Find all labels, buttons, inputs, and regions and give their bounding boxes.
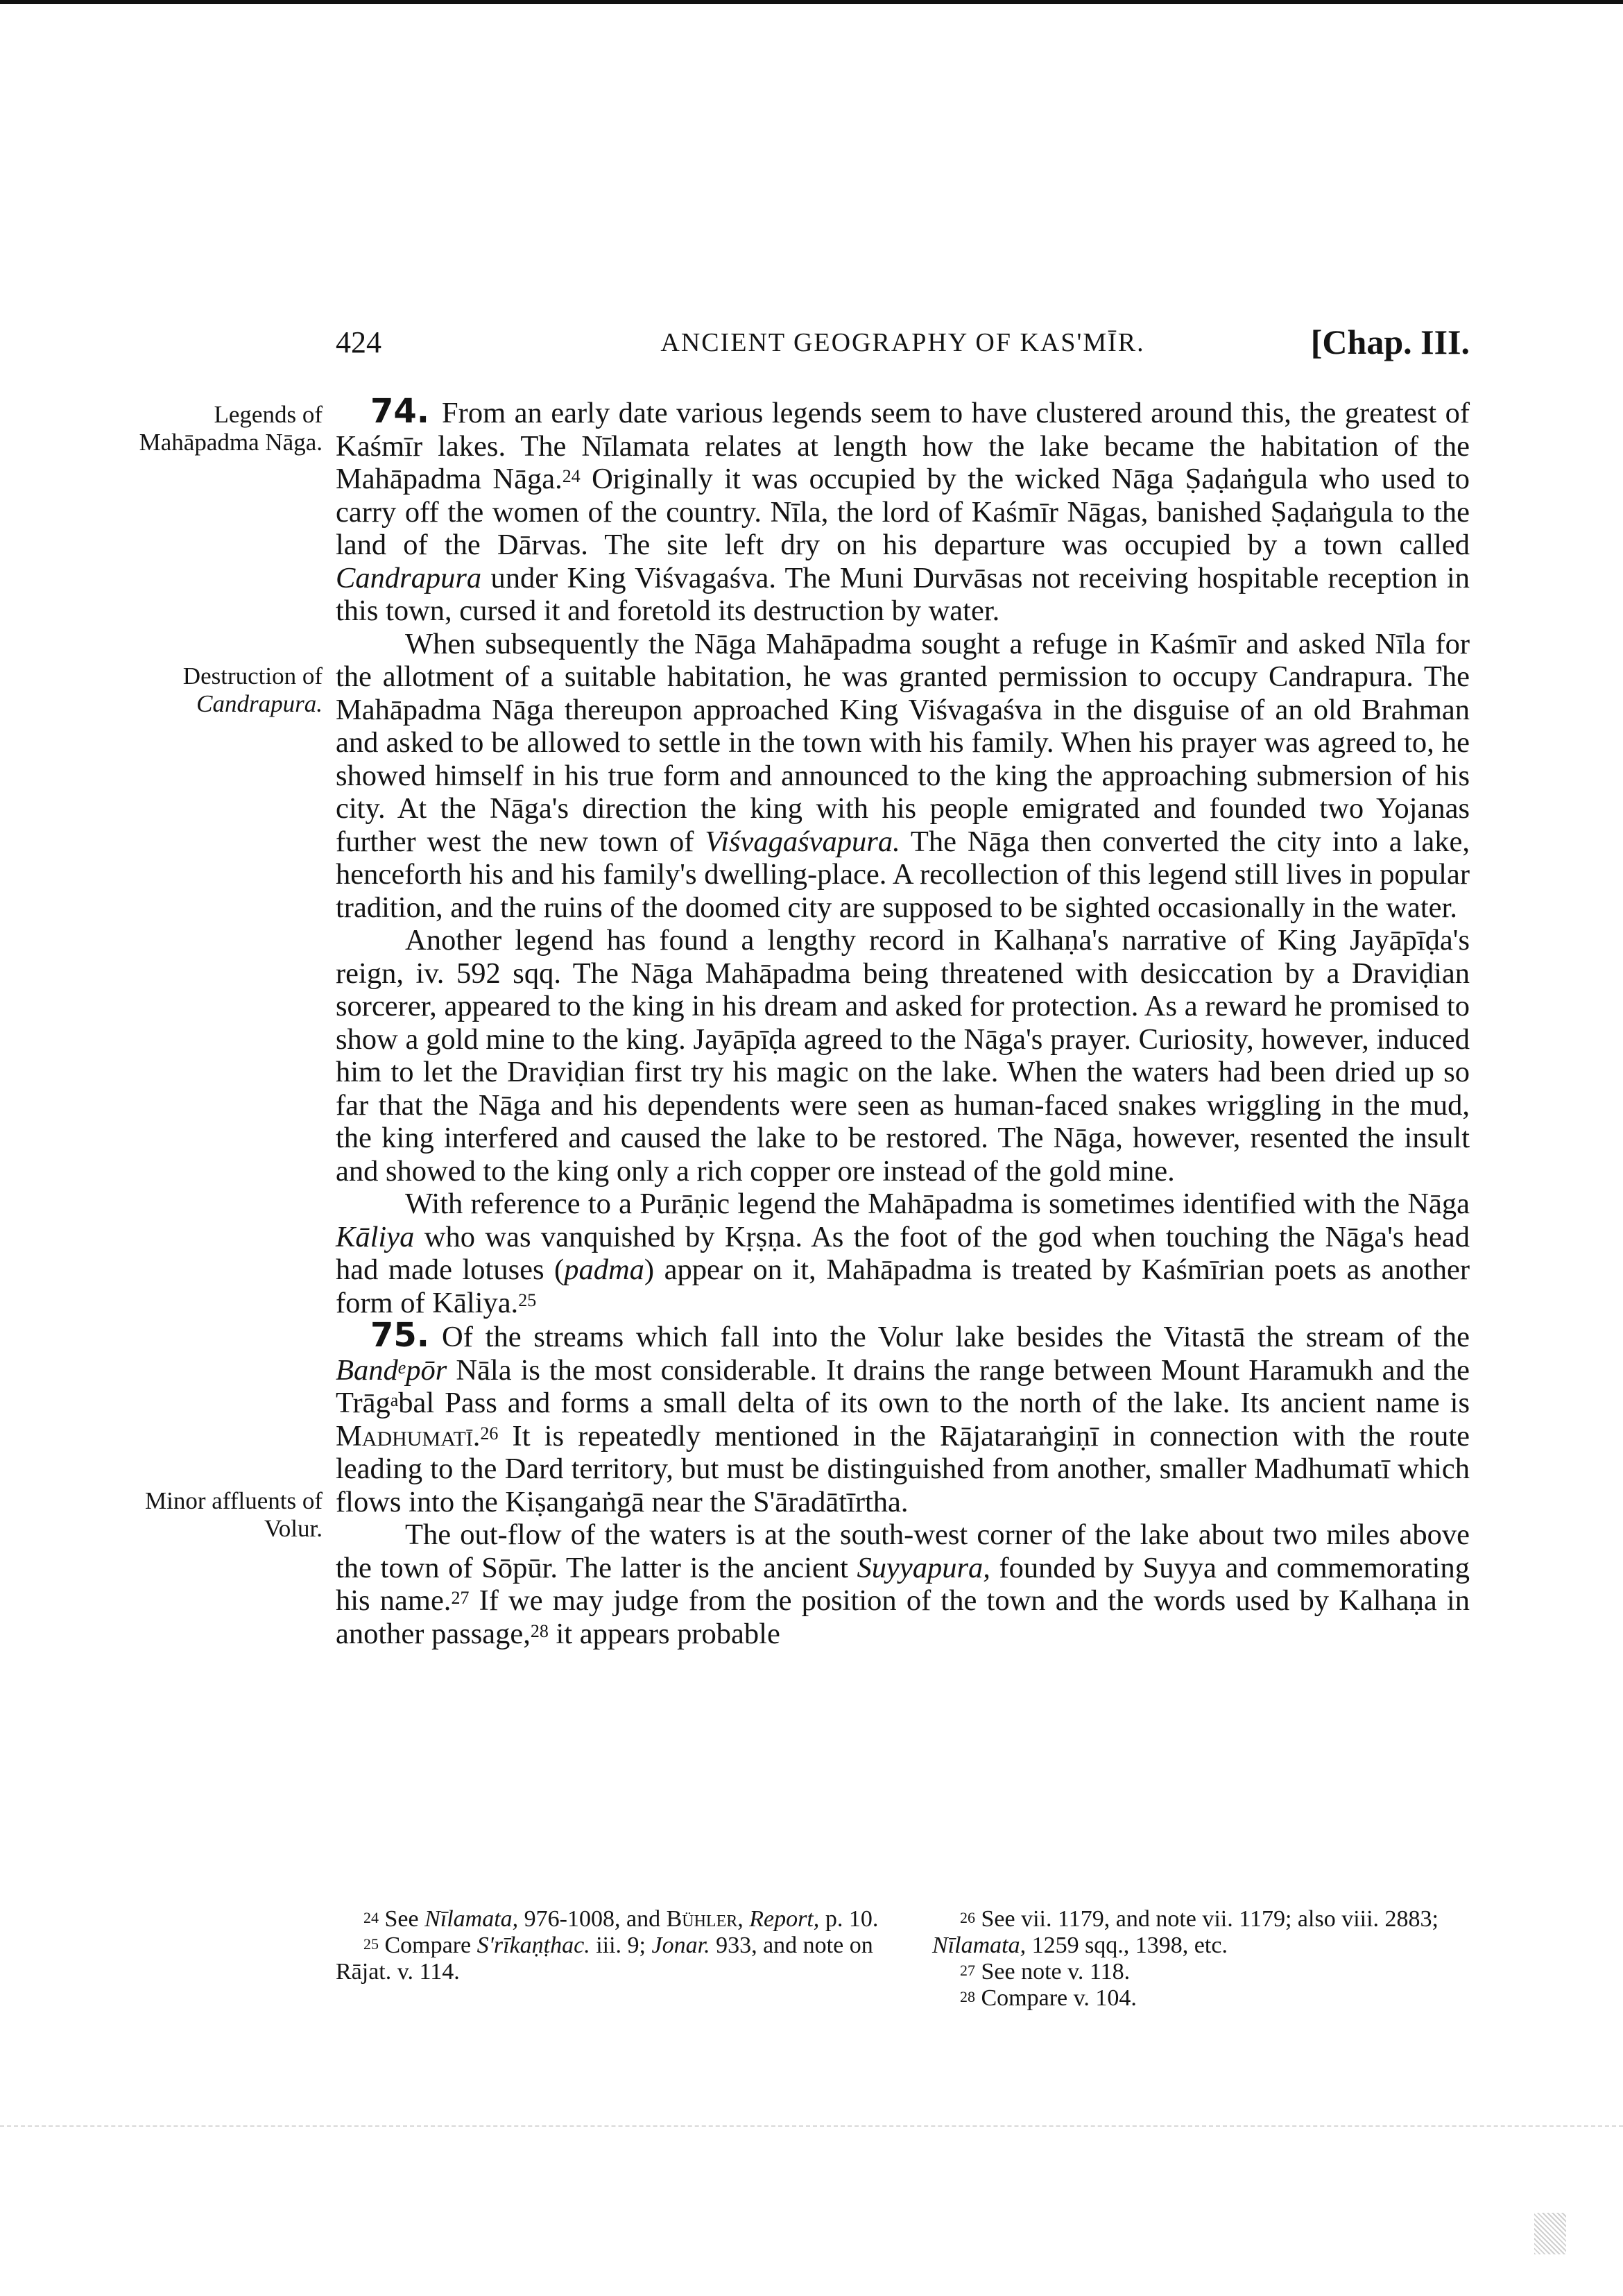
italic-term: pōr (406, 1353, 447, 1387)
footnote-column-left (336, 1906, 891, 1985)
italic-term: Viśvagaśvapura. (705, 825, 900, 858)
italic-term: S'rīkaṇṭhac. (476, 1933, 590, 1958)
scan-edge-rule (0, 2125, 1623, 2127)
text-run: Another legend has found a lengthy record in Kalhaṇa's narrative of King Jayāpīḍa's reign, iv. 592 sqq. The Nāga Mahāpadma being threatened with desiccation by a Draviḍian sorcerer, appeared to the king in his dream and asked for protection. As a reward he promised to show a gold mine to the king. Jayāpīḍa agreed to the Nāga's prayer. Curiosity, however, induced him to let the Draviḍian first try his magic on the lake. When the waters had been dried up so far that the Nāga and his dependents were seen as human-faced snakes wriggling in the mud, the king interfered and caused the lake to be restored. The Nāga, however, resented the insult and showed to the king only a rich copper ore instead of the gold mine. (336, 924, 1470, 1188)
text-run: under King Viśvagaśva. The Muni Durvāsas not receiving hospitable reception in this town, cursed it and foretold its destruction by water. (336, 561, 1470, 627)
italic-term: Kāliya (336, 1220, 415, 1253)
margin-note-line: Volur. (264, 1515, 323, 1542)
footnote-number: 24 (363, 1909, 379, 1926)
footnote-ref: 24 (562, 466, 581, 486)
footnote-ref: 27 (451, 1588, 470, 1608)
text-run: When subsequently the Nāga Mahāpadma sought a refuge in Kaśmīr and asked Nīla for the allotment of a suitable habitation, he was granted permission to occupy Candrapura. The Mahāpadma Nāga thereupon approached King Viśvagaśva in the disguise of an old Brahman and asked to be allowed to settle in the town with his family. When his prayer was agreed to, he showed himself in his true form and announced to the king the approaching submersion of his city. At the Nāga's direction the king with his people emigrated and founded two Yojanas further west the new town of (336, 627, 1470, 858)
text-run: 933, and note on Rājat. v. 114. (336, 1933, 873, 1985)
top-edge-rule (0, 0, 1623, 4)
text-run: The Nāga then converted the city into a lake, henceforth his and his family's dwelling-place. A recollection of this legend still lives in popular tradition, and the ruins of the doomed city are supposed to be sighted occasionally in the water. (336, 825, 1470, 924)
text-run: The out-flow of the waters is at the south-west corner of the lake about two miles above the town of Sōpūr. The latter is the ancient (336, 1518, 1470, 1584)
section-number: 75. (370, 1316, 430, 1355)
text-run: From an early date various legends seem to have clustered around this, the greatest of Kaśmīr lakes. The Nīlamata relates at length how the lake became the habitation of the Mahāpadma Nāga. (336, 397, 1470, 495)
text-run: iii. 9; (590, 1933, 652, 1958)
text-run: 976-1008, and (518, 1906, 667, 1932)
text-run: bal Pass and forms a small delta of its own to the north of the lake. Its ancient name is (398, 1387, 1470, 1419)
footnote-25 (336, 1933, 891, 1985)
paragraph (336, 1316, 1470, 1518)
text-run: It is repeatedly mentioned in the Rājataraṅgiṇī in connection with the route leading to the Dard territory, but must be distinguished from another, smaller Madhumatī which flows into the Kiṣangaṅgā near the S'āradātīrtha. (336, 1419, 1470, 1518)
text-run: Compare v. 104. (981, 1985, 1137, 2011)
text-run: it appears probable (548, 1617, 780, 1650)
italic-term: Jonar. (651, 1933, 710, 1958)
text-run: See note v. 118. (981, 1959, 1131, 1985)
running-header (336, 325, 1470, 366)
footnote-27 (932, 1959, 1473, 1985)
scan-speck (1534, 2213, 1566, 2254)
superscript-letter: a (390, 1390, 399, 1410)
italic-term: Report, (749, 1906, 820, 1932)
footnote-28 (932, 1985, 1473, 2012)
text-run: Nāla is the most considerable. It drains the range between Mount Haramukh and the Trāg (336, 1353, 1470, 1419)
footnote-column-right (932, 1906, 1473, 2012)
margin-note-line: Mahāpadma Nāga. (139, 429, 323, 456)
text-run: With reference to a Purāṇic legend the Mahāpadma is sometimes identified with the Nāga (405, 1188, 1470, 1220)
paragraph (336, 392, 1470, 628)
main-text (336, 392, 1470, 1650)
text-run: See (384, 1906, 425, 1932)
small-caps-term: Bühler, (666, 1906, 744, 1932)
italic-term: Nīlamata, (932, 1933, 1027, 1958)
footnote-number: 26 (960, 1909, 975, 1926)
paragraph (336, 1188, 1470, 1319)
text-run: founded by Suyya and commemorating his name. (336, 1551, 1470, 1617)
footnote-number: 27 (960, 1962, 975, 1979)
margin-note-minor-affluents (83, 1487, 323, 1543)
footnote-ref: 26 (480, 1423, 499, 1443)
margin-note-legends (83, 401, 323, 456)
text-run: 1259 sqq., 1398, etc. (1026, 1933, 1228, 1958)
margin-note-line: Legends of (214, 401, 323, 428)
footnote-24 (336, 1906, 891, 1933)
text-run: If we may judge from the position of the town and the words used by Kalhaṇa in another passage, (336, 1584, 1470, 1650)
italic-term: Suyyapura, (857, 1551, 990, 1584)
margin-note-line: Minor affluents of (145, 1487, 323, 1514)
text-run: Originally it was occupied by the wicked Nāga Ṣaḍaṅgula who used to carry off the women of the country. Nīla, the lord of Kaśmīr Nāgas, banished Ṣaḍaṅgula to the land of the Dārvas. The site left dry on his departure was occupied by a town called (336, 463, 1470, 561)
section-number: 74. (370, 392, 430, 431)
margin-note-destruction (83, 662, 323, 718)
margin-note-line: Candrapura. (196, 690, 323, 717)
text-run: Compare (384, 1933, 477, 1958)
text-run: See vii. 1179, and note vii. 1179; also viii. 2883; (981, 1906, 1439, 1932)
italic-term: Candrapura (336, 561, 482, 594)
paragraph (336, 1518, 1470, 1650)
text-run: Of the streams which fall into the Volur lake besides the Vitastā the stream of the (442, 1321, 1470, 1353)
footnote-ref: 25 (518, 1290, 537, 1310)
italic-term: padma (564, 1253, 644, 1286)
text-run: who was vanquished by Kṛṣṇa. As the foot of the god when touching the Nāga's head had made lotuses ( (336, 1220, 1470, 1286)
text-run: ) appear on it, Mahāpadma is treated by Kaśmīrian poets as another form of Kāliya. (336, 1253, 1470, 1319)
footnote-number: 28 (960, 1988, 975, 2005)
italic-term: Band (336, 1353, 398, 1387)
italic-term: Nīlamata, (424, 1906, 519, 1932)
superscript-letter: e (397, 1357, 406, 1378)
chapter-label: [Chap. III. (1310, 323, 1470, 361)
small-caps-term: Madhumatī. (336, 1419, 481, 1453)
paragraph (336, 628, 1470, 925)
footnote-ref: 28 (530, 1620, 549, 1641)
footnote-number: 25 (363, 1935, 379, 1953)
text-run: p. 10. (819, 1906, 879, 1932)
running-title: ANCIENT GEOGRAPHY OF KAS'MĪR. (660, 328, 1145, 357)
margin-note-line: Destruction of (182, 662, 323, 689)
footnote-26 (932, 1906, 1473, 1959)
page-number: 424 (336, 325, 381, 359)
paragraph (336, 924, 1470, 1188)
